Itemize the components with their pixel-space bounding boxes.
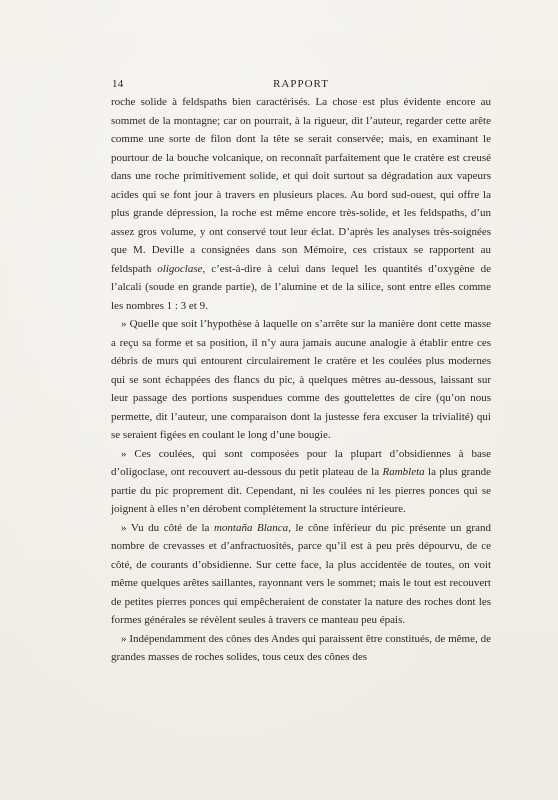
paragraph-text: , le cône inférieur du pic présente un grand nombre de crevasses et d’anfractuosités, parce qu’il est à peu près dépourvu, de ce côté, de courants d’obsidienne. Sur cette face, la plus accidentée de toutes, on voit même quelques arêtes saillantes, rayonnant vers le sommet; mais le tout est recouvert de petites pierres ponces qui empêcheraient de constater la nature des roches dont les formes générales se révèlent seules à travers ce manteau peu épais.	[111, 521, 491, 626]
paragraph	[111, 630, 491, 667]
paragraph-text: » Vu du côté de la	[121, 521, 214, 534]
paragraph	[111, 315, 491, 445]
page-number: 14	[112, 78, 124, 90]
paragraph-text: , c’est-à-dire à celui dans lequel les quantités d’oxygène de l’alcali (soude en grande partie), de l’alumine et de la silice, sont entre elles comme les nombres 1 : 3 et 9.	[111, 262, 491, 312]
paragraph-text: » Indépendamment des cônes des Andes qui paraissent être constitués, de même, de grandes masses de roches solides, tous ceux des cônes des	[111, 632, 491, 663]
paragraph-text: » Ces coulées, qui sont composées pour la plupart d’obsidiennes à base d’oligoclase, ont recouvert au-dessous du petit plateau de la	[111, 447, 491, 478]
italic-term: montaña Blanca	[213, 521, 289, 534]
running-title: RAPPORT	[273, 78, 329, 90]
page-header	[112, 78, 490, 94]
paragraph-text: » Quelle que soit l’hypothèse à laquelle on s’arrête sur la manière dont cette masse a reçu sa forme et sa position, il n’y aura jamais aucune analogie à établir entre ces débris de murs qui entourent circulairement le cratère et les coulées plus modernes qui se sont échappées des flancs du pic, à quelques mètres au-dessous, laissant sur leur passage des portions suspendues comme des gouttelettes de cire (qu’on nous permette, dit l’auteur, une comparaison dont la justesse fera excuser la trivialité) qui se seraient figées en coulant le long d’une bougie.	[111, 318, 491, 441]
body-text	[111, 93, 491, 667]
paragraph	[111, 445, 491, 519]
paragraph	[111, 519, 491, 630]
paragraph-continuation	[111, 93, 491, 315]
italic-term: oligoclase	[157, 262, 203, 275]
italic-term: Rambleta	[382, 466, 425, 478]
paragraph-text: roche solide à feldspaths bien caractérisés. La chose est plus évidente encore au sommet de la montagne; car on pourrait, à la rigueur, dit l’auteur, regarder cette arête comme une sorte de filon dont la tête se serait conservée; mais, en examinant le pourtour de la bouche volcanique, on reconnaît parfaitement que le cratère est creusé dans une roche primitivement solide, et qui doit surtout sa dégradation aux vapeurs acides qui se font jour à travers en plusieurs places. Au bord sud-ouest, qui offre la plus grande dépression, la roche est même encore très-solide, et les feldspaths, d’un assez gros volume, y ont conservé tout leur éclat. D’après les analyses très-soignées que M. Deville a consignées dans son Mémoire, ces cristaux se rapportent au feldspath	[111, 96, 491, 275]
paragraph-text: la plus grande partie du pic proprement dit. Cependant, ni les coulées ni les pierres ponces qui se joignent à elles n’en dérobent complétement la structure intérieure.	[111, 466, 492, 515]
